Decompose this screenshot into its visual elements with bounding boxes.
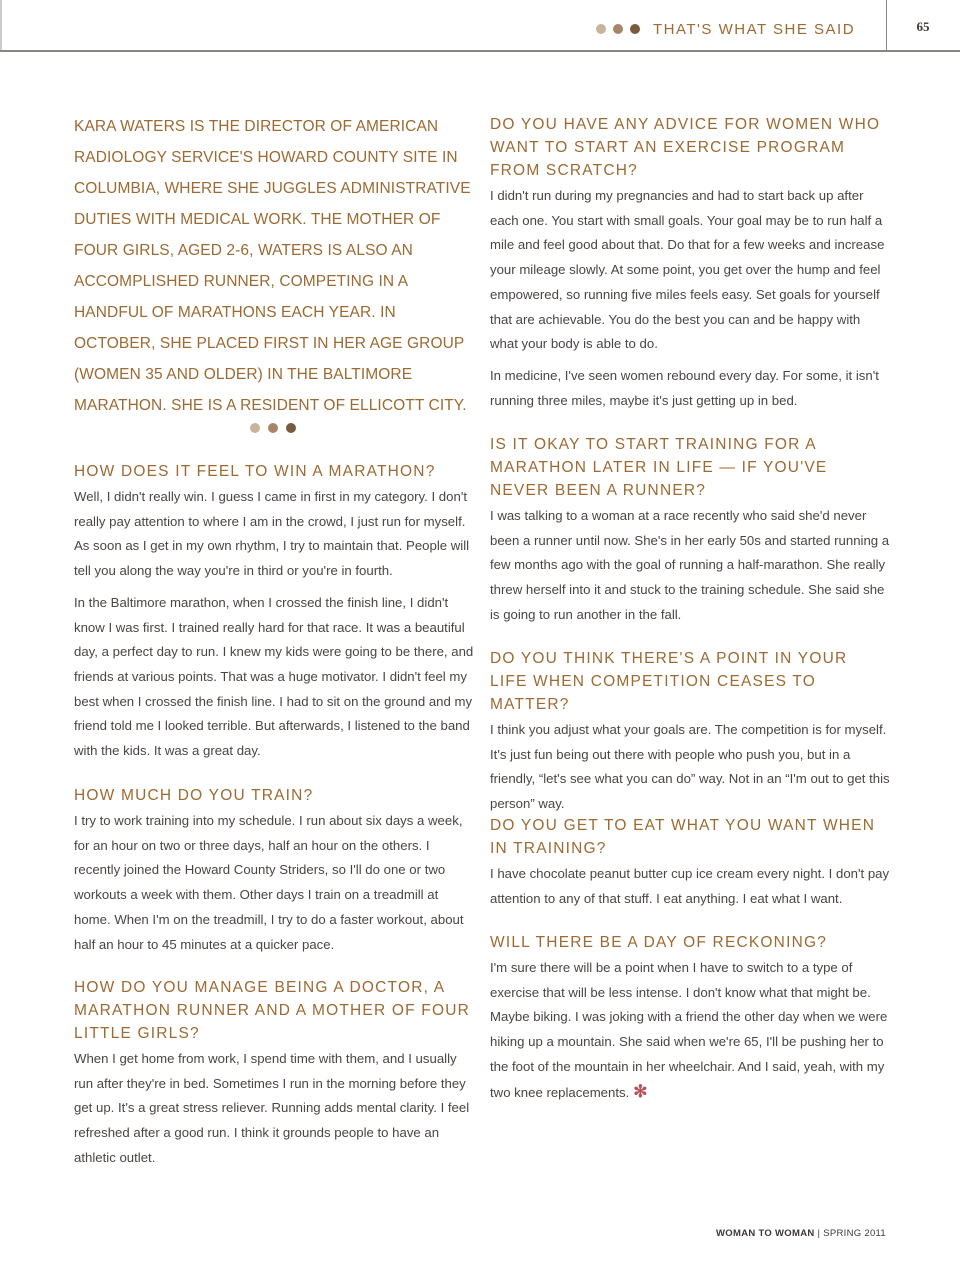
answer-paragraph: I have chocolate peanut butter cup ice cream every night. I don't pay attention to any of that stuff. I eat anything. I eat what I want. xyxy=(490,866,890,906)
separator-dot-1 xyxy=(250,423,260,433)
answer-paragraph: Well, I didn't really win. I guess I came in first in my category. I don't really pay attention to where I am in the crowd, I just run for myself. As soon as I get in my own rhythm, I try to maintain that. People will tell you along the way you're in third or you're in fourth. xyxy=(74,489,470,579)
section-header xyxy=(596,16,855,42)
header-dot-1 xyxy=(596,24,606,34)
question-heading: DO YOU GET TO EAT WHAT YOU WANT WHEN IN TRAINING? xyxy=(490,817,876,857)
qa-block-win-marathon xyxy=(74,460,474,764)
header-rule xyxy=(0,50,960,52)
end-mark-icon: ✻ xyxy=(633,1081,648,1101)
question-heading: IS IT OKAY TO START TRAINING FOR A MARATHON LATER IN LIFE — IF YOU'VE NEVER BEEN A RUNNER? xyxy=(490,436,828,499)
qa-block-advice xyxy=(490,113,890,413)
qa-block-manage xyxy=(74,976,474,1171)
qa-block-later-in-life xyxy=(490,433,890,628)
answer-text: I'm sure there will be a point when I have to switch to a type of exercise that will be less intense. I don't know what that might be. Maybe biking. I was joking with a friend the other day when we were hiking up a mountain. She said when we're 65, I'll be pushing her to the foot of the mountain in her wheelchair. And I said, yeah, with my two knee replacements. xyxy=(490,960,888,1100)
page-edge-rule xyxy=(0,0,2,50)
header-dot-2 xyxy=(613,24,623,34)
separator-dot-2 xyxy=(268,423,278,433)
answer-paragraph: I didn't run during my pregnancies and had to start back up after each one. You start with small goals. Your goal may be to run half a mile and feel good about that. Do that for a few weeks and increase your mileage slowly. At some point, you get over the hump and feel empowered, so running five miles feels easy. Set goals for yourself that are achievable. You do the best you can and be happy with what your body is able to do. xyxy=(490,188,885,352)
intro-paragraph: KARA WATERS IS THE DIRECTOR OF AMERICAN RADIOLOGY SERVICE'S HOWARD COUNTY SITE IN COLUMBIA, WHERE SHE JUGGLES ADMINISTRATIVE DUTIES WITH MEDICAL WORK. THE MOTHER OF FOUR GIRLS, AGED 2-6, WATERS IS ALSO AN ACCOMPLISHED RUNNER, COMPETING IN A HANDFUL OF MARATHONS EACH YEAR. IN OCTOBER, SHE PLACED FIRST IN HER AGE GROUP (WOMEN 35 AND OLDER) IN THE BALTIMORE MARATHON. SHE IS A RESIDENT OF ELLICOTT CITY. xyxy=(74,118,471,414)
answer-paragraph: I think you adjust what your goals are. The competition is for myself. It's just fun being out there with people who push you, but in a friendly, “let's see what you can do” way. Not in an “I'm out to get this person” way. xyxy=(490,722,890,812)
qa-block-eat xyxy=(490,814,890,911)
qa-block-training xyxy=(74,784,474,957)
header-divider xyxy=(886,0,887,50)
qa-block-reckoning xyxy=(490,931,890,1105)
answer-paragraph: I try to work training into my schedule. I run about six days a week, for an hour on two or three days, half an hour on the others. I recently joined the Howard County Striders, so I'll do one or two workouts a week with them. Other days I train on a treadmill at home. When I'm on the treadmill, I try to do a faster workout, about half an hour to 45 minutes at a quicker pace. xyxy=(74,813,464,952)
question-heading: WILL THERE BE A DAY OF RECKONING? xyxy=(490,934,828,951)
separator-dot-3 xyxy=(286,423,296,433)
section-title: THAT'S WHAT SHE SAID xyxy=(653,20,856,38)
question-heading: HOW MUCH DO YOU TRAIN? xyxy=(74,787,314,804)
answer-paragraph: I was talking to a woman at a race recently who said she'd never been a runner until now. She's in her early 50s and started running a few months ago with the goal of running a half-marathon. She really threw herself into it and stuck to the training schedule. She said she is going to run another in the fall. xyxy=(490,508,890,622)
issue-label: SPRING 2011 xyxy=(823,1228,886,1239)
question-heading: HOW DOES IT FEEL TO WIN A MARATHON? xyxy=(74,463,436,480)
question-heading: HOW DO YOU MANAGE BEING A DOCTOR, A MARATHON RUNNER AND A MOTHER OF FOUR LITTLE GIRLS? xyxy=(74,979,470,1042)
answer-paragraph: When I get home from work, I spend time with them, and I usually run after they're in bed. Sometimes I run in the morning before they get up. It's a great stress reliever. Running adds mental clarity. I feel refreshed after a good run. I think it grounds people to have an athletic outlet. xyxy=(74,1051,470,1165)
question-heading: DO YOU THINK THERE'S A POINT IN YOUR LIFE WHEN COMPETITION CEASES TO MATTER? xyxy=(490,650,848,713)
header-dot-3 xyxy=(630,24,640,34)
page-number: 65 xyxy=(916,19,930,34)
magazine-name: WOMAN TO WOMAN xyxy=(716,1228,815,1239)
question-heading: DO YOU HAVE ANY ADVICE FOR WOMEN WHO WANT TO START AN EXERCISE PROGRAM FROM SCRATCH? xyxy=(490,116,881,179)
separator-dots xyxy=(250,423,304,433)
footer xyxy=(600,1228,886,1239)
answer-paragraph xyxy=(490,956,890,1105)
footer-separator: | xyxy=(817,1228,821,1239)
answer-paragraph: In the Baltimore marathon, when I crossed the finish line, I didn't know I was first. I trained really hard for that race. It was a beautiful day, a perfect day to run. I knew my kids were going to be there, and friends at various points. That was a huge motivator. I didn't feel my best when I crossed the finish line. I had to sit on the ground and my friend told me I looked terrible. But afterwards, I listened to the band with the kids. It was a great day. xyxy=(74,594,474,759)
qa-block-competition xyxy=(490,647,890,817)
answer-paragraph: In medicine, I've seen women rebound every day. For some, it isn't running three miles, maybe it's just getting up in bed. xyxy=(490,367,879,408)
